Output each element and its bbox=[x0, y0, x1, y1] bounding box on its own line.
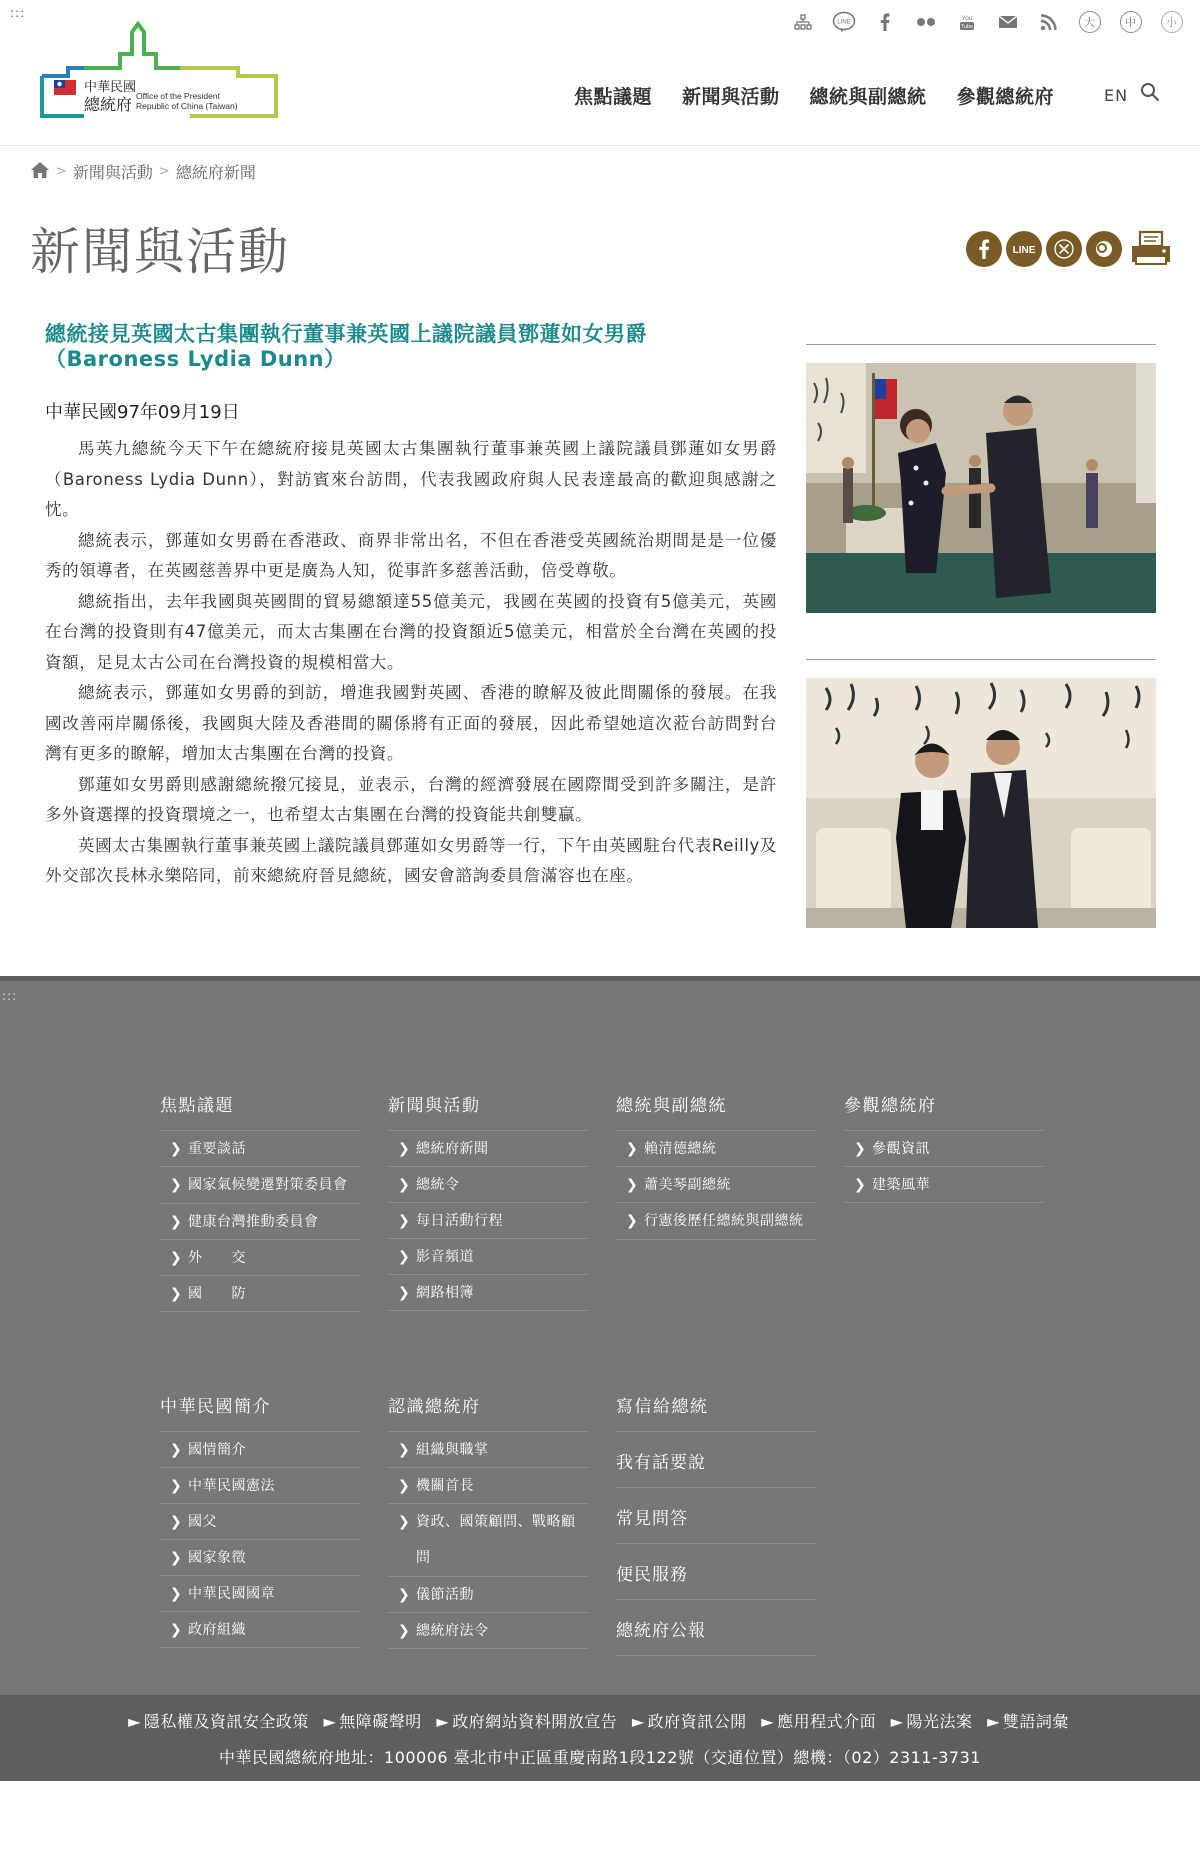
footer-link-speak[interactable]: 我有話要說 bbox=[616, 1432, 816, 1488]
chevron-right-icon: ❯ bbox=[170, 1586, 183, 1602]
breadcrumb-office-news[interactable]: 總統府新聞 bbox=[175, 163, 256, 182]
font-medium-icon[interactable]: 中 bbox=[1110, 8, 1151, 36]
language-en-link[interactable]: EN bbox=[1104, 86, 1129, 105]
logo-text-en1: Office of the President bbox=[136, 91, 220, 101]
footer-column-president bbox=[616, 1091, 816, 1240]
site-footer bbox=[0, 976, 1200, 1781]
footer-column-office bbox=[388, 1392, 588, 1649]
footer-link-faq[interactable]: 常見問答 bbox=[616, 1488, 816, 1544]
mail-icon[interactable] bbox=[987, 8, 1028, 36]
photo-item bbox=[806, 344, 1156, 613]
photo-item bbox=[806, 659, 1156, 928]
chevron-right-icon: ❯ bbox=[170, 1141, 183, 1157]
chevron-right-icon: ❯ bbox=[170, 1250, 183, 1266]
chevron-right-icon: ❯ bbox=[854, 1141, 867, 1157]
article-paragraph: 馬英九總統今天下午在總統府接見英國太古集團執行董事兼英國上議院議員鄧蓮如女男爵（Baroness Lydia Dunn），對訪賓來台訪問，代表我國政府與人民表達最高的歡迎與感謝之忱。 bbox=[45, 439, 777, 519]
chevron-right-icon: ❯ bbox=[626, 1141, 639, 1157]
footer-link[interactable]: ❯ 參觀資訊 bbox=[844, 1131, 1044, 1167]
breadcrumb-news-events[interactable]: 新聞與活動 bbox=[72, 163, 153, 182]
chevron-right-icon: ❯ bbox=[398, 1514, 411, 1530]
chevron-right-icon: ❯ bbox=[398, 1213, 411, 1229]
article-paragraph: 總統表示，鄧蓮如女男爵的到訪，增進我國對英國、香港的瞭解及彼此間關係的發展。在我國改善兩岸關係後，我國與大陸及香港間的關係將有正面的發展，因此希望她這次蒞台訪問對台灣有更多的瞭解，增加太古集團在台灣的投資。 bbox=[45, 683, 777, 763]
chevron-right-icon: ❯ bbox=[170, 1286, 183, 1302]
chevron-right-icon: ❯ bbox=[626, 1213, 639, 1229]
share-facebook-icon[interactable] bbox=[966, 231, 1002, 267]
presidential-office-logo bbox=[40, 18, 280, 122]
article-body bbox=[45, 434, 777, 892]
breadcrumb-separator: > bbox=[56, 164, 67, 179]
footer-column-title[interactable]: 中華民國簡介 bbox=[160, 1392, 360, 1432]
footer-link[interactable]: ❯ 每日活動行程 bbox=[388, 1203, 588, 1239]
search-icon[interactable] bbox=[1140, 82, 1162, 104]
policy-link[interactable]: ► 陽光法案 bbox=[890, 1712, 973, 1731]
footer-column-title[interactable]: 新聞與活動 bbox=[388, 1091, 588, 1131]
logo-text-zh: 中華民國 bbox=[84, 79, 137, 94]
svg-text:LINE: LINE bbox=[1012, 245, 1036, 256]
top-utility-icons bbox=[782, 8, 1192, 36]
logo-text-en2: Republic of China (Taiwan) bbox=[136, 101, 238, 111]
chevron-right-icon: ❯ bbox=[170, 1550, 183, 1566]
chevron-right-icon: ❯ bbox=[170, 1478, 183, 1494]
article-date: 中華民國97年09月19日 bbox=[45, 402, 240, 423]
chevron-right-icon: ❯ bbox=[170, 1177, 183, 1193]
footer-link-services[interactable]: 便民服務 bbox=[616, 1544, 816, 1600]
chevron-right-icon: ❯ bbox=[626, 1177, 639, 1193]
youtube-icon[interactable] bbox=[946, 8, 987, 36]
footer-column-focus bbox=[160, 1091, 360, 1312]
footer-link[interactable]: ❯ 國 防 bbox=[160, 1276, 360, 1312]
site-logo[interactable] bbox=[40, 18, 280, 122]
font-small-icon[interactable]: 小 bbox=[1151, 8, 1192, 36]
chevron-right-icon: ❯ bbox=[398, 1141, 411, 1157]
footer-link[interactable]: ❯ 健康台灣推動委員會 bbox=[160, 1204, 360, 1240]
photo-gallery bbox=[806, 344, 1156, 974]
main-navigation bbox=[574, 82, 1054, 109]
footer-link[interactable]: ❯ 政府組織 bbox=[160, 1612, 360, 1648]
footer-link[interactable]: ❯ 建築風華 bbox=[844, 1167, 1044, 1203]
footer-column-title[interactable]: 認識總統府 bbox=[388, 1392, 588, 1432]
footer-column-title[interactable]: 焦點議題 bbox=[160, 1091, 360, 1131]
share-plurk-icon[interactable] bbox=[1086, 231, 1122, 267]
footer-policy-links bbox=[0, 1709, 1200, 1732]
policy-link[interactable]: ► 政府資訊公開 bbox=[631, 1712, 747, 1731]
footer-link[interactable]: ❯ 國家氣候變遷對策委員會 bbox=[160, 1167, 360, 1204]
footer-bottom-bar bbox=[0, 1695, 1200, 1781]
policy-link[interactable]: ► 無障礙聲明 bbox=[323, 1712, 422, 1731]
chevron-right-icon: ❯ bbox=[398, 1623, 411, 1639]
footer-link[interactable]: ❯ 資政、國策顧問、戰略顧問 bbox=[388, 1504, 588, 1577]
chevron-right-icon: ❯ bbox=[170, 1622, 183, 1638]
chevron-right-icon: ❯ bbox=[398, 1442, 411, 1458]
accesskey-bottom[interactable]: ::: bbox=[2, 989, 18, 1003]
footer-column-news bbox=[388, 1091, 588, 1311]
footer-link[interactable]: ❯ 總統府新聞 bbox=[388, 1131, 588, 1167]
footer-link-gazette[interactable]: 總統府公報 bbox=[616, 1600, 816, 1656]
footer-address: 中華民國總統府地址：100006 臺北市中正區重慶南路1段122號（交通位置）總機：（02）2311-3731 bbox=[219, 1748, 981, 1767]
nav-president-vp[interactable]: 總統與副總統 bbox=[809, 86, 927, 108]
policy-link[interactable]: ► 隱私權及資訊安全政策 bbox=[128, 1712, 309, 1731]
chevron-right-icon: ❯ bbox=[170, 1514, 183, 1530]
photo-portrait[interactable] bbox=[806, 678, 1156, 928]
footer-link[interactable]: ❯ 總統府法令 bbox=[388, 1613, 588, 1649]
page-title: 新聞與活動 bbox=[30, 223, 290, 281]
flickr-icon[interactable] bbox=[905, 8, 946, 36]
footer-column-title[interactable]: 總統與副總統 bbox=[616, 1091, 816, 1131]
chevron-right-icon: ❯ bbox=[398, 1285, 411, 1301]
facebook-icon[interactable] bbox=[864, 8, 905, 36]
article bbox=[45, 322, 777, 892]
chevron-right-icon: ❯ bbox=[398, 1478, 411, 1494]
policy-link[interactable]: ► 應用程式介面 bbox=[761, 1712, 877, 1731]
nav-focus-issues[interactable]: 焦點議題 bbox=[573, 86, 652, 108]
sitemap-icon[interactable] bbox=[782, 8, 823, 36]
article-paragraph: 總統表示，鄧蓮如女男爵在香港政、商界非常出名，不但在香港受英國統治期間是是一位優秀的領導者，在英國慈善界中更是廣為人知，從事許多慈善活動，倍受尊敬。 bbox=[45, 530, 777, 580]
rss-icon[interactable] bbox=[1028, 8, 1069, 36]
line-icon[interactable] bbox=[823, 8, 864, 36]
article-paragraph: 總統指出，去年我國與英國間的貿易總額達55億美元，我國在英國的投資有5億美元，英國在台灣的投資則有47億美元，而太古集團在台灣的投資額近5億美元，相當於全台灣在英國的投資額，足見太古公司在台灣投資的規模相當大。 bbox=[45, 591, 777, 672]
footer-link[interactable]: ❯ 國父 bbox=[160, 1504, 360, 1540]
footer-write-president[interactable]: 寫信給總統 bbox=[616, 1392, 816, 1432]
breadcrumb bbox=[30, 160, 256, 183]
footer-link[interactable]: ❯ 國情簡介 bbox=[160, 1432, 360, 1468]
footer-link[interactable]: ❯ 國家象徵 bbox=[160, 1540, 360, 1576]
share-line-icon[interactable] bbox=[1006, 231, 1042, 267]
footer-link[interactable]: ❯ 重要談話 bbox=[160, 1131, 360, 1167]
print-icon[interactable] bbox=[1130, 230, 1174, 268]
accesskey-top[interactable]: ::: bbox=[10, 6, 26, 20]
footer-link[interactable]: ❯ 蕭美琴副總統 bbox=[616, 1167, 816, 1203]
svg-text:You: You bbox=[961, 15, 972, 22]
article-title: 總統接見英國太古集團執行董事兼英國上議院議員鄧蓮如女男爵（Baroness Lydia Dunn） bbox=[45, 322, 647, 371]
chevron-right-icon: ❯ bbox=[854, 1177, 867, 1193]
footer-link[interactable]: ❯ 網路相簿 bbox=[388, 1275, 588, 1311]
footer-column-visit bbox=[844, 1091, 1044, 1203]
footer-link[interactable]: ❯ 儀節活動 bbox=[388, 1577, 588, 1613]
footer-link[interactable]: ❯ 機關首長 bbox=[388, 1468, 588, 1504]
footer-column-contact bbox=[616, 1392, 816, 1656]
svg-text:Tube: Tube bbox=[960, 24, 973, 31]
nav-visit[interactable]: 參觀總統府 bbox=[956, 86, 1054, 108]
site-header bbox=[0, 0, 1200, 146]
footer-link[interactable]: ❯ 中華民國憲法 bbox=[160, 1468, 360, 1504]
share-x-icon[interactable] bbox=[1046, 231, 1082, 267]
home-icon[interactable] bbox=[30, 161, 50, 183]
article-paragraph: 英國太古集團執行董事兼英國上議院議員鄧蓮如女男爵等一行，下午由英國駐台代表Reilly及外交部次長林永樂陪同，前來總統府晉見總統，國安會諮詢委員詹滿容也在座。 bbox=[45, 835, 777, 885]
article-paragraph: 鄧蓮如女男爵則感謝總統撥冗接見，並表示，台灣的經濟發展在國際間受到許多關注，是許多外資選擇的投資環境之一，也希望太古集團在台灣的投資能共創雙贏。 bbox=[45, 774, 777, 824]
footer-link[interactable]: ❯ 影音頻道 bbox=[388, 1239, 588, 1275]
logo-text-zh2: 總統府 bbox=[84, 97, 133, 114]
share-toolbar bbox=[966, 230, 1174, 268]
footer-link[interactable]: ❯ 組織與職掌 bbox=[388, 1432, 588, 1468]
footer-link[interactable]: ❯ 總統令 bbox=[388, 1167, 588, 1203]
footer-link[interactable]: ❯ 行憲後歷任總統與副總統 bbox=[616, 1203, 816, 1240]
chevron-right-icon: ❯ bbox=[398, 1249, 411, 1265]
chevron-right-icon: ❯ bbox=[170, 1442, 183, 1458]
photo-handshake[interactable] bbox=[806, 363, 1156, 613]
footer-link[interactable]: ❯ 賴清德總統 bbox=[616, 1131, 816, 1167]
chevron-right-icon: ❯ bbox=[398, 1177, 411, 1193]
breadcrumb-separator: > bbox=[158, 164, 170, 179]
nav-news-events[interactable]: 新聞與活動 bbox=[681, 86, 780, 108]
footer-column-roc bbox=[160, 1392, 360, 1648]
svg-text:LINE: LINE bbox=[836, 19, 851, 26]
footer-link[interactable]: ❯ 外 交 bbox=[160, 1240, 360, 1276]
policy-link[interactable]: ► 雙語詞彙 bbox=[987, 1712, 1069, 1731]
footer-link[interactable]: ❯ 中華民國國章 bbox=[160, 1576, 360, 1612]
footer-column-title[interactable]: 參觀總統府 bbox=[844, 1091, 1044, 1131]
policy-link[interactable]: ► 政府網站資料開放宣告 bbox=[436, 1712, 618, 1731]
chevron-right-icon: ❯ bbox=[398, 1587, 411, 1603]
font-large-icon[interactable]: 大 bbox=[1069, 8, 1110, 36]
chevron-right-icon: ❯ bbox=[170, 1214, 183, 1230]
